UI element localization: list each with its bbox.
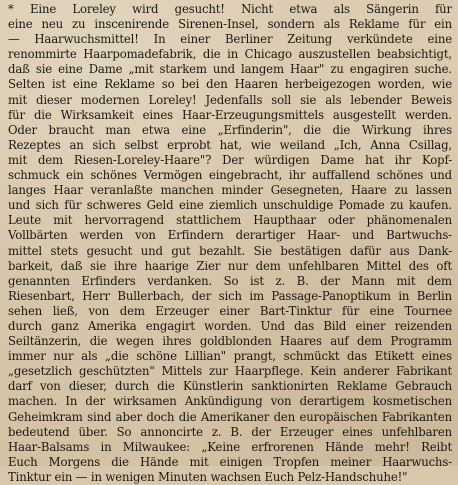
article-line-10: Rezeptes an sich selbst erprobt hat, wie weiland „Ich, Anna Csillag, <box>8 137 452 152</box>
article-line-18: barkeit, daß sie ihre haarige Zier nur dem unfehlbaren Mittel des oft <box>8 258 452 273</box>
article-line-9: Oder braucht man etwa eine „Erfinderin", die die Wirkung ihres <box>8 122 452 137</box>
article-line-15: Leute mit hervorragend stattlichem Haupthaar oder phänomenalen <box>8 213 452 228</box>
article-line-21: sehen ließ, von dem Erzeuger einer Bart-Tinktur für eine Tournee <box>8 303 452 318</box>
article-line-5: daß sie eine Dame „mit starkem und langem Haar" zu engagiren suche. <box>8 62 452 77</box>
article-line-1: * Eine Loreley wird gesucht! Nicht etwa als Sängerin für <box>8 2 452 16</box>
article-line-31: Euch Morgens die Hände mit einigen Tropfen meiner Haarwuchs- <box>8 454 452 469</box>
article-line-19: genannten Erfinders verdanken. So ist z. B. der Mann mit dem <box>8 273 452 288</box>
article-line-22: durch ganz Amerika engagirt worden. Und das Bild einer reizenden <box>8 318 452 333</box>
article-line-8: für die Wirksamkeit eines Haar-Erzeugungsmittels ausgestellt werden. <box>8 107 452 122</box>
article-line-4: renommirte Haarpomadefabrik, die in Chicago auszustellen beabsichtigt, <box>8 47 452 62</box>
article-line-11: mit dem Riesen-Loreley-Haare"? Der würdigen Dame hat ihr Kopf- <box>8 152 452 167</box>
article-line-25: „gesetzlich geschützten" Mittels zur Haarpflege. Kein anderer Fabrikant <box>8 364 452 379</box>
article-line-2: eine neu zu inscenirende Sirenen-Insel, sondern als Reklame für ein <box>8 17 452 32</box>
article-line-27: machen. In der wirksamen Ankündigung von derartigem kosmetischen <box>8 394 452 409</box>
article-line-26: darf von dieser, durch die Künstlerin sanktionirten Reklame Gebrauch <box>8 379 452 394</box>
article-line-16: Vollbärten werden von Erfindern derartiger Haar- und Bartwuchs- <box>8 228 452 243</box>
article-line-17: mittel stets gesucht und gut bezahlt. Sie bestätigen dafür aus Dank- <box>8 243 452 258</box>
article-line-30: Haar-Balsams in Milwaukee: „Keine erfrorenen Hände mehr! Reibt <box>8 439 452 454</box>
article-line-20: Riesenbart, Herr Bullerbach, der sich im Passage-Panoptikum in Berlin <box>8 288 452 303</box>
article-line-6: Selten ist eine Reklame so bei den Haaren herbeigezogen worden, wie <box>8 77 452 92</box>
article-line-12: schmuck ein schönes Vermögen eingebracht, ihr auffallend schönes und <box>8 168 452 183</box>
article-line-23: Seiltänzerin, die wegen ihres goldblonden Haares auf dem Programm <box>8 334 452 349</box>
article-line-14: und sich für schweres Geld eine ziemlich unschuldige Pomade zu kaufen. <box>8 198 452 213</box>
article-line-24: immer nur als „die schöne Lillian" prangt, schmückt das Etikett eines <box>8 349 452 364</box>
article-line-7: mit dieser modernen Loreley! Jedenfalls soll sie als lebender Beweis <box>8 92 452 107</box>
article-line-3: — Haarwuchsmittel! In einer Berliner Zeitung verkündete eine <box>8 32 452 47</box>
article-line-29: bedeutend über. So annoncirte z. B. der Erzeuger eines unfehlbaren <box>8 424 452 439</box>
article-line-32: Tinktur ein — in wenigen Minuten wachsen Euch Pelz-Handschuhe!" <box>8 469 408 484</box>
article-line-28: Geheimkram sind aber doch die Amerikaner den europäischen Fabrikanten <box>8 409 452 424</box>
article-line-13: langes Haar veranlaßte manchen minder Gesegneten, Haare zu lassen <box>8 183 452 198</box>
